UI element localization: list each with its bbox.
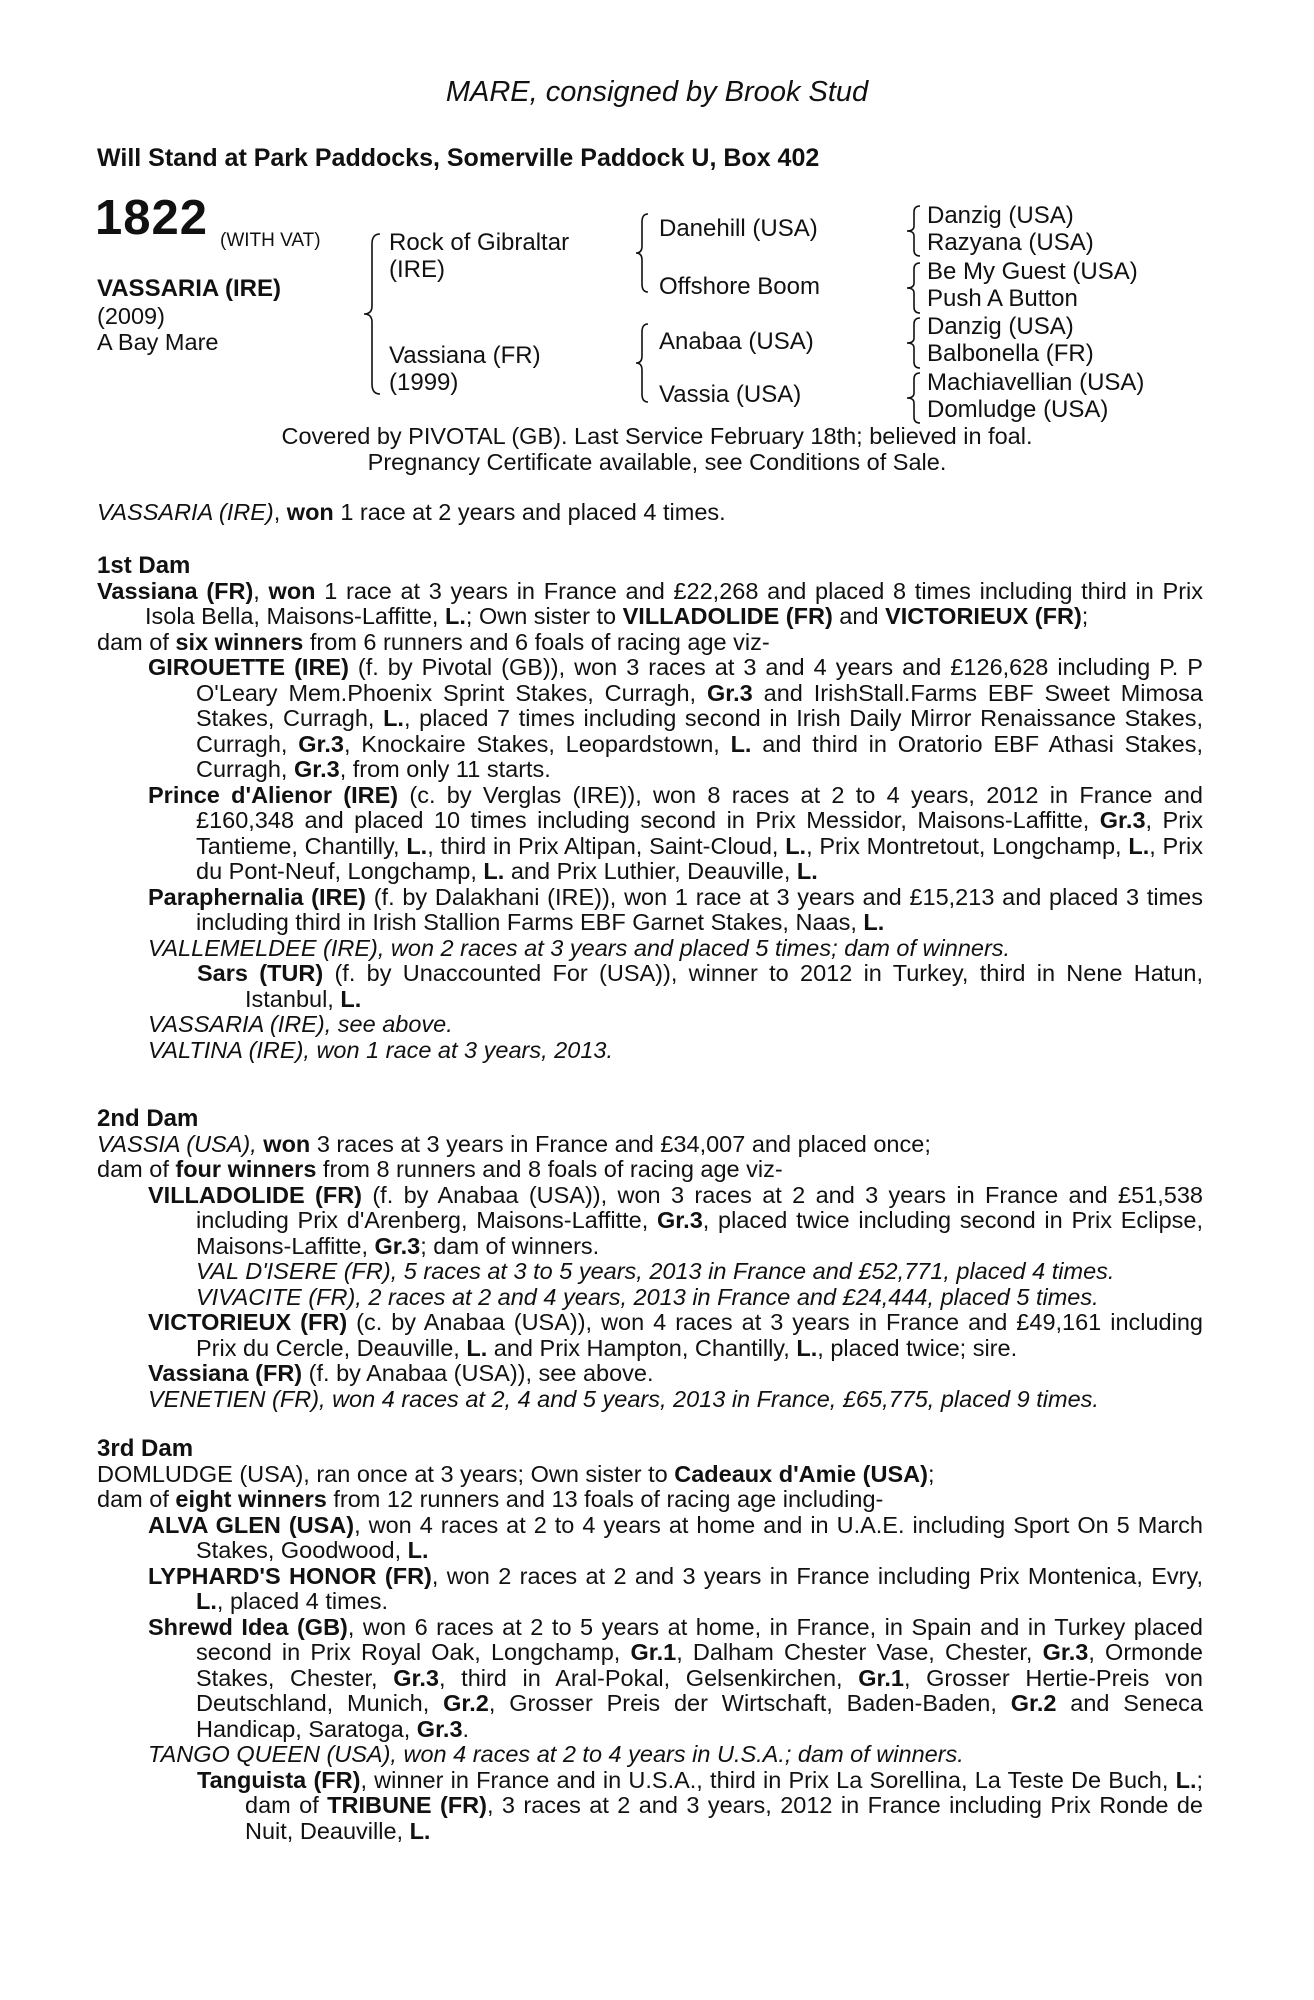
offspring-vallemeldee — [148, 936, 1203, 962]
second-dam-winners: four winners — [175, 1156, 317, 1182]
offspring-text: , placed twice; sire. — [817, 1334, 1018, 1361]
group-mark: Gr.3 — [706, 679, 753, 706]
summary-horse-name: VASSARIA (IRE) — [97, 499, 274, 525]
offspring-text: , Grosser Hertie-Preis von Deutschland, Munich, — [196, 1664, 1203, 1716]
pedigree-sire-dam: Offshore Boom — [659, 273, 820, 300]
second-dam-name: VASSIA (USA), — [97, 1130, 257, 1157]
offspring-text: ; dam of — [245, 1766, 1204, 1818]
third-dam-produce-c: from 12 runners and 13 foals of racing age including- — [326, 1486, 884, 1512]
first-dam-and: and — [832, 603, 886, 629]
group-mark: Gr.3 — [657, 1207, 703, 1233]
offspring-text: VALLEMELDEE (IRE), won 2 races at 3 years and placed 5 times; dam of winners. — [148, 934, 1011, 961]
grand-offspring-vivacite — [196, 1285, 1203, 1311]
listed-mark: L. — [796, 858, 818, 884]
listed-mark: L. — [340, 985, 362, 1012]
third-dam-produce-a: dam of — [97, 1486, 176, 1512]
summary-text: 1 race at 2 years and placed 4 times. — [333, 499, 726, 525]
offspring-name: VICTORIEUX (FR) — [148, 1309, 348, 1335]
offspring-paraphernalia — [148, 885, 1203, 936]
offspring-name: TRIBUNE (FR) — [327, 1792, 487, 1818]
offspring-text: , placed twice including second in Prix Eclipse, Maisons-Laffitte, — [196, 1207, 1204, 1259]
offspring-text: , Knockaire Stakes, Leopardstown, — [343, 730, 731, 757]
offspring-prince-dalienor — [148, 783, 1203, 885]
listed-mark: L. — [483, 858, 505, 884]
offspring-text: and Seneca Handicap, Saratoga, — [196, 1690, 1203, 1742]
offspring-tango-queen — [148, 1742, 1203, 1768]
second-dam-produce-summary — [97, 1157, 1203, 1183]
covered-line: Covered by PIVOTAL (GB). Last Service February 18th; believed in foal. — [281, 423, 1033, 449]
group-mark: Gr.1 — [858, 1664, 904, 1691]
listed-mark: L. — [1128, 832, 1150, 859]
listed-mark: L. — [196, 1588, 217, 1614]
offspring-name: Tanguista (FR) — [197, 1766, 361, 1793]
offspring-name: VILLADOLIDE (FR) — [148, 1181, 362, 1208]
offspring-text: , Prix du Pont-Neuf, Longchamp, — [196, 832, 1203, 884]
third-dam-end: ; — [927, 1460, 935, 1487]
listed-mark: L. — [730, 730, 752, 757]
grand-offspring-tanguista — [197, 1768, 1203, 1845]
offspring-text: , Ormonde Stakes, Chester, — [196, 1639, 1203, 1691]
pedigree-brace-gg1 — [902, 204, 924, 258]
pedigree-dam-dam: Vassia (USA) — [659, 381, 802, 408]
first-dam-heading: 1st Dam — [97, 552, 191, 579]
first-dam-end: ; — [1081, 603, 1089, 629]
offspring-text: , Grosser Preis der Wirtschaft, Baden-Baden, — [488, 1690, 1011, 1716]
pedigree-brace-dam — [632, 322, 652, 404]
pedigree-gg2: Razyana (USA) — [927, 229, 1094, 256]
listed-mark: L. — [785, 832, 807, 859]
grand-offspring-val-disere — [196, 1259, 1203, 1285]
grand-offspring-sars — [197, 961, 1203, 1012]
pedigree-brace-gg4 — [902, 371, 924, 425]
group-mark: Gr.3 — [1099, 807, 1146, 833]
first-dam-produce-a: dam of — [97, 628, 176, 655]
summary-won: won — [286, 499, 334, 525]
pedigree-gg7: Machiavellian (USA) — [927, 369, 1145, 396]
offspring-text: (f. by Dalakhani (IRE)), won 1 race at 3 years and £15,213 and placed 3 times including third in Irish Stallion Farms EBF Garnet Stakes, Naas, — [196, 883, 1203, 935]
offspring-text: , third in Prix Altipan, Saint-Cloud, — [427, 832, 786, 859]
first-dam-winners: six winners — [175, 628, 304, 655]
offspring-girouette — [148, 655, 1203, 783]
listed-mark: L. — [863, 909, 885, 935]
third-dam-text: DOMLUDGE (USA), ran once at 3 years; Own sister to — [97, 1460, 675, 1487]
horse-year: (2009) — [97, 303, 165, 329]
offspring-text: , Prix Montretout, Longchamp, — [806, 832, 1129, 859]
first-dam-sibling-1: VILLADOLIDE (FR) — [622, 603, 833, 629]
offspring-text: VIVACITE (FR), 2 races at 2 and 4 years, 2013 in France and £24,444, placed 5 times. — [196, 1283, 1099, 1310]
offspring-text: , 3 races at 2 and 3 years, 2012 in France including Prix Ronde de Nuit, Deauville, — [245, 1792, 1203, 1844]
pedigree-dam-sire: Anabaa (USA) — [659, 328, 814, 355]
listed-mark: L. — [383, 705, 404, 731]
pedigree-sire-sire: Danehill (USA) — [659, 215, 818, 242]
first-dam-sibling-2: VICTORIEUX (FR) — [885, 603, 1082, 629]
listed-mark: L. — [406, 832, 428, 859]
first-dam-text-b: ; Own sister to — [465, 603, 623, 629]
offspring-shrewd-idea — [148, 1615, 1203, 1743]
group-mark: Gr.3 — [1042, 1639, 1089, 1665]
first-dam-won: won — [268, 577, 316, 604]
third-dam-section — [97, 1436, 1203, 1844]
pedigree-gg1: Danzig (USA) — [927, 202, 1074, 229]
offspring-text: (c. by Verglas (IRE)), won 8 races at 2 to 4 years, 2012 in France and £160,348 and placed 10 times including second in Prix Messidor, Maisons-Laffitte, — [196, 781, 1203, 833]
racing-summary: VASSARIA (IRE), won 1 race at 2 years and placed 4 times. — [97, 499, 726, 525]
offspring-text: , won 2 races at 2 and 3 years in France including Prix Montenica, Evry, — [431, 1562, 1203, 1589]
stand-location: Will Stand at Park Paddocks, Somerville Paddock U, Box 402 — [97, 144, 820, 172]
offspring-text: (f. by Pivotal (GB)), won 3 races at 3 and 4 years and £126,628 including P. P O'Leary Mem.Phoenix Sprint Stakes, Curragh, — [196, 654, 1203, 706]
pedigree-gg4: Push A Button — [927, 285, 1078, 312]
offspring-text: and IrishStall.Farms EBF Sweet Mimosa Stakes, Curragh, — [196, 679, 1203, 731]
offspring-text: (f. by Anabaa (USA)), see above. — [302, 1360, 654, 1386]
third-dam-winners: eight winners — [175, 1486, 327, 1512]
offspring-text: , third in Aral-Pokal, Gelsenkirchen, — [438, 1664, 859, 1691]
offspring-name: ALVA GLEN (USA) — [148, 1511, 355, 1538]
listed-mark: L. — [409, 1817, 431, 1844]
third-dam-record — [97, 1462, 1203, 1488]
horse-description: A Bay Mare — [97, 329, 219, 355]
offspring-text: , Prix Tantieme, Chantilly, — [196, 807, 1203, 859]
lot-vat: (WITH VAT) — [220, 230, 321, 251]
group-mark: Gr.2 — [1010, 1690, 1057, 1716]
third-dam-produce-summary — [97, 1487, 1203, 1513]
offspring-alva-glen — [148, 1513, 1203, 1564]
listed-mark: L. — [466, 1334, 488, 1361]
group-mark: Gr.3 — [293, 756, 340, 782]
first-dam-section — [97, 553, 1203, 1063]
third-dam-heading: 3rd Dam — [97, 1435, 194, 1462]
pedigree-brace-gg3 — [902, 316, 924, 370]
pedigree-brace-main — [360, 232, 384, 397]
listed-mark: L. — [407, 1537, 429, 1563]
offspring-name: Vassiana (FR) — [148, 1360, 303, 1386]
first-dam-produce-c: from 6 runners and 6 foals of racing age viz- — [303, 628, 770, 655]
listed-mark: L. — [1175, 1766, 1197, 1793]
offspring-text: VENETIEN (FR), won 4 races at 2, 4 and 5 years, 2013 in France, £65,775, placed 9 times. — [148, 1385, 1099, 1412]
offspring-name: Sars (TUR) — [197, 960, 324, 986]
pedigree-gg8: Domludge (USA) — [927, 396, 1109, 423]
offspring-text: VAL D'ISERE (FR), 5 races at 3 to 5 years, 2013 in France and £52,771, placed 4 times. — [196, 1258, 1115, 1284]
second-dam-heading: 2nd Dam — [97, 1105, 199, 1132]
offspring-text: , placed 4 times. — [216, 1588, 388, 1614]
pedigree-gg5: Danzig (USA) — [927, 313, 1074, 340]
third-dam-sibling: Cadeaux d'Amie (USA) — [674, 1460, 928, 1487]
offspring-text: , from only 11 starts. — [339, 756, 551, 782]
offspring-name: Prince d'Alienor (IRE) — [148, 781, 399, 808]
group-mark: Gr.1 — [630, 1639, 677, 1665]
offspring-text: , won 6 races at 2 to 5 years at home, in France, in Spain and in Turkey placed second in Prix Royal Oak, Longchamp, — [196, 1613, 1203, 1665]
offspring-name: GIROUETTE (IRE) — [148, 654, 349, 680]
group-mark: Gr.2 — [443, 1690, 489, 1716]
offspring-text: . — [462, 1715, 470, 1742]
offspring-villadolide — [148, 1183, 1203, 1260]
pedigree-brace-gg2 — [902, 261, 924, 315]
group-mark: Gr.3 — [393, 1664, 439, 1691]
second-dam-produce-c: from 8 runners and 8 foals of racing age viz- — [316, 1156, 783, 1182]
pedigree-dam: Vassiana (FR) — [389, 342, 541, 369]
offspring-text: , placed 7 times including second in Irish Daily Mirror Renaissance Stakes, Curragh, — [196, 705, 1203, 757]
offspring-name: LYPHARD'S HONOR (FR) — [148, 1562, 432, 1589]
offspring-valtina — [148, 1038, 1203, 1064]
offspring-venetien — [148, 1387, 1203, 1413]
catalogue-heading: MARE, consigned by Brook Stud — [445, 76, 869, 108]
pedigree-gg6: Balbonella (FR) — [927, 340, 1094, 367]
second-dam-produce-a: dam of — [97, 1156, 176, 1182]
pedigree-gg3: Be My Guest (USA) — [927, 258, 1138, 285]
offspring-text: , Dalham Chester Vase, Chester, — [676, 1639, 1043, 1665]
offspring-victorieux — [148, 1310, 1203, 1361]
offspring-text: and third in Oratorio EBF Athasi Stakes, Curragh, — [196, 730, 1203, 782]
offspring-text: , won 4 races at 2 to 4 years at home and in U.A.E. including Sport On 5 March Stakes, Goodwood, — [196, 1511, 1203, 1563]
first-dam-record: Vassiana (FR), won 1 race at 3 years in France and £22,268 and placed 8 times including third in Prix Isola Bella, Maisons-Laffitte, L.; Own sister to VILLADOLIDE (FR) and VICTORIEUX (FR); — [97, 577, 1204, 629]
offspring-vassaria — [148, 1012, 1203, 1038]
offspring-text: ; dam of winners. — [420, 1232, 600, 1259]
lot-number: 1822 — [95, 191, 209, 245]
second-dam-text: 3 races at 3 years in France and £34,007 and placed once; — [310, 1130, 931, 1157]
second-dam-won: won — [263, 1130, 311, 1157]
first-dam-text-a: 1 race at 3 years in France and £22,268 and placed 8 times including third in Prix Isola Bella, Maisons-Laffitte, — [145, 577, 1204, 629]
pedigree-dam-year: (1999) — [389, 369, 459, 396]
group-mark: Gr.3 — [298, 730, 344, 757]
group-mark: Gr.3 — [416, 1715, 463, 1742]
offspring-text: VASSARIA (IRE), see above. — [148, 1011, 453, 1037]
offspring-text: (c. by Anabaa (USA)), won 4 races at 3 years in France and £49,161 including Prix du Cercle, Deauville, — [196, 1309, 1203, 1361]
offspring-name: Paraphernalia (IRE) — [148, 883, 366, 910]
listed-mark: L. — [445, 603, 466, 629]
offspring-lyphards-honor — [148, 1564, 1203, 1615]
offspring-text: (f. by Unaccounted For (USA)), winner to 2012 in Turkey, third in Nene Hatun, Istanbul, — [245, 960, 1203, 1012]
pregnancy-line: Pregnancy Certificate available, see Conditions of Sale. — [367, 449, 947, 475]
offspring-text: VALTINA (IRE), won 1 race at 3 years, 2013. — [148, 1036, 613, 1063]
horse-name: VASSARIA (IRE) — [97, 275, 282, 302]
second-dam-section — [97, 1106, 1203, 1412]
offspring-name: Shrewd Idea (GB) — [148, 1613, 348, 1640]
offspring-text: , winner in France and in U.S.A., third in Prix La Sorellina, La Teste De Buch, — [360, 1766, 1176, 1793]
offspring-text: and Prix Luthier, Deauville, — [504, 858, 797, 884]
offspring-text: (f. by Anabaa (USA)), won 3 races at 2 and 3 years in France and £51,538 including Prix d'Arenberg, Maisons-Laffitte, — [196, 1181, 1203, 1233]
listed-mark: L. — [796, 1334, 818, 1361]
offspring-vassiana — [148, 1361, 1203, 1387]
first-dam-name: Vassiana (FR) — [97, 577, 254, 604]
first-dam-produce-summary — [97, 630, 1203, 656]
second-dam-record — [97, 1132, 1203, 1158]
group-mark: Gr.3 — [374, 1232, 421, 1259]
pedigree-brace-sire — [632, 212, 652, 294]
offspring-text: and Prix Hampton, Chantilly, — [487, 1334, 797, 1361]
offspring-text: TANGO QUEEN (USA), won 4 races at 2 to 4 years in U.S.A.; dam of winners. — [148, 1741, 964, 1767]
pedigree-sire-country: (IRE) — [389, 256, 445, 283]
pedigree-sire: Rock of Gibraltar — [389, 229, 570, 256]
